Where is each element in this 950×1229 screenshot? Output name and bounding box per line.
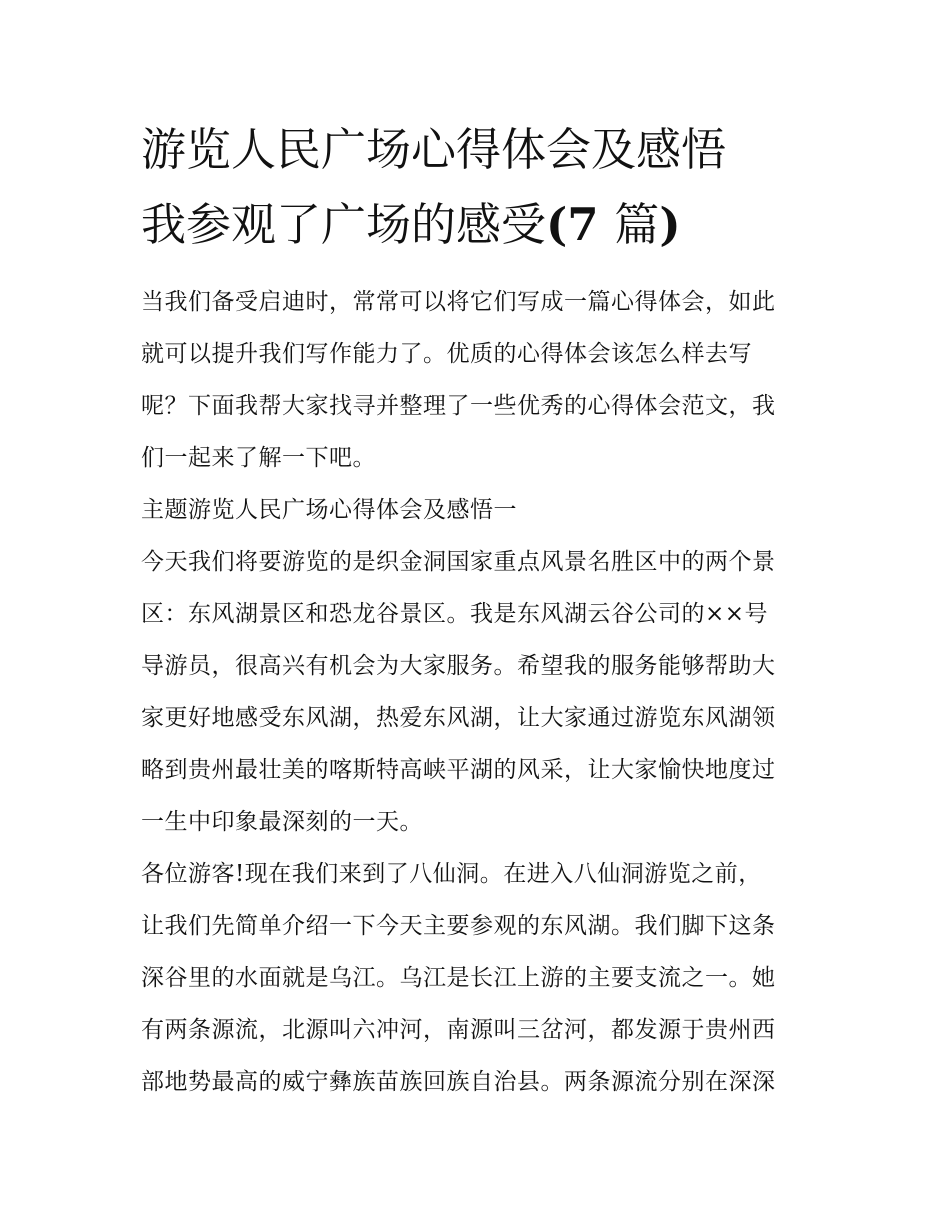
section-heading: 主题游览人民广场心得体会及感悟一 (141, 497, 517, 523)
body-line: 当我们备受启迪时，常常可以将它们写成一篇心得体会，如此 (141, 289, 776, 315)
body-line: 就可以提升我们写作能力了。优质的心得体会该怎么样去写 (141, 341, 752, 367)
body-line: 们一起来了解一下吧。 (141, 445, 376, 471)
body-line: 区：东风湖景区和恐龙谷景区。我是东风湖云谷公司的××号 (141, 601, 769, 627)
body-line: 有两条源流，北源叫六冲河，南源叫三岔河，都发源于贵州西 (141, 1017, 776, 1043)
body-line: 今天我们将要游览的是织金洞国家重点风景名胜区中的两个景 (141, 549, 776, 575)
document-title (141, 112, 821, 262)
document-body (141, 276, 821, 1108)
title-count-open: (7 (546, 198, 615, 251)
body-line: 导游员，很高兴有机会为大家服务。希望我的服务能够帮助大 (141, 653, 776, 679)
body-line: 让我们先简单介绍一下今天主要参观的东风湖。我们脚下这条 (141, 913, 776, 939)
body-line: 略到贵州最壮美的喀斯特高峡平湖的风采，让大家愉快地度过 (141, 757, 776, 783)
body-line: 部地势最高的威宁彝族苗族回族自治县。两条源流分别在深深 (141, 1069, 776, 1095)
body-line: 家更好地感受东风湖，热爱东风湖，让大家通过游览东风湖领 (141, 705, 776, 731)
title-line-2 (141, 187, 821, 262)
title-count-unit: 篇 (614, 198, 660, 251)
body-line: 呢？下面我帮大家找寻并整理了一些优秀的心得体会范文，我 (141, 393, 776, 419)
title-count-close: ) (659, 198, 681, 251)
title-line-2-text: 我参观了广场的感受 (141, 198, 547, 251)
body-line: 一生中印象最深刻的一天。 (141, 809, 423, 835)
title-line-1: 游览人民广场心得体会及感悟 (141, 123, 727, 176)
body-line: 深谷里的水面就是乌江。乌江是长江上游的主要支流之一。她 (141, 965, 776, 991)
body-line: 各位游客!现在我们来到了八仙洞。在进入八仙洞游览之前， (141, 861, 762, 887)
